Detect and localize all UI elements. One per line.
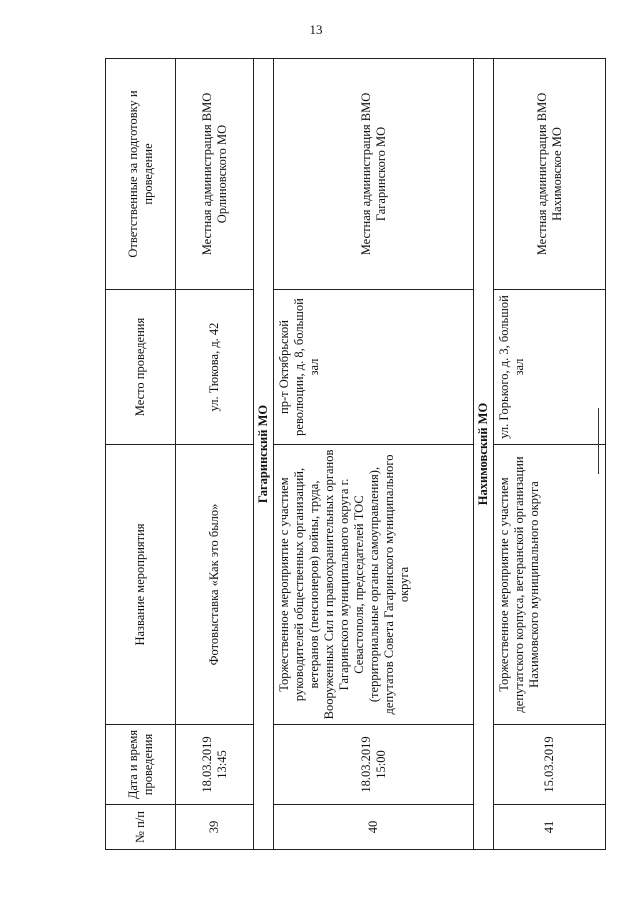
section-row bbox=[254, 59, 274, 850]
header-date: Дата и время проведения bbox=[106, 725, 176, 805]
row-responsible: Местная администрация ВМО Гагаринского МО bbox=[274, 59, 474, 290]
section-title: Гагаринский МО bbox=[254, 59, 274, 850]
table-header-row bbox=[106, 59, 176, 850]
table-row bbox=[494, 59, 606, 850]
row-responsible: Местная администрация ВМО Орлиновского МО bbox=[176, 59, 254, 290]
table-row bbox=[274, 59, 474, 850]
row-place: пр-т Октябрьской революции, д. 8, большой зал bbox=[274, 290, 474, 445]
row-num: 39 bbox=[176, 805, 254, 850]
row-num: 41 bbox=[494, 805, 606, 850]
section-title: Нахимовский МО bbox=[474, 59, 494, 850]
footer-rule bbox=[598, 408, 599, 474]
row-place: ул. Горького, д. 3, большой зал bbox=[494, 290, 606, 445]
events-table bbox=[105, 58, 606, 850]
row-date: 18.03.2019 13:45 bbox=[176, 725, 254, 805]
table-row bbox=[176, 59, 254, 850]
header-place: Место проведения bbox=[106, 290, 176, 445]
row-num: 40 bbox=[274, 805, 474, 850]
row-event: Фотовыставка «Как это было» bbox=[176, 445, 254, 725]
row-event: Торжественное мероприятие с участием руководителей общественных организаций, ветеранов (пенсионеров) войны, труда, Вооруженных Сил и правоохранительных органов Гагаринского муниципального округа г. Севастополя, председателей ТОС (территориальные органы самоуправления), депутатов Совета Гагаринского муниципального округа bbox=[274, 445, 474, 725]
row-place: ул. Тюкова, д. 42 bbox=[176, 290, 254, 445]
row-date: 15.03.2019 bbox=[494, 725, 606, 805]
rotated-table-container bbox=[105, 59, 605, 850]
row-date: 18.03.2019 15:00 bbox=[274, 725, 474, 805]
header-num: № п/п bbox=[106, 805, 176, 850]
header-responsible: Ответственные за подготовку и проведение bbox=[106, 59, 176, 290]
header-event: Название мероприятия bbox=[106, 445, 176, 725]
row-responsible: Местная администрация ВМО Нахимовское МО bbox=[494, 59, 606, 290]
section-row bbox=[474, 59, 494, 850]
row-event: Торжественное мероприятие с участием депутатского корпуса, ветеранской организации Нахимовского муниципального округа bbox=[494, 445, 606, 725]
page-number: 13 bbox=[309, 22, 323, 37]
